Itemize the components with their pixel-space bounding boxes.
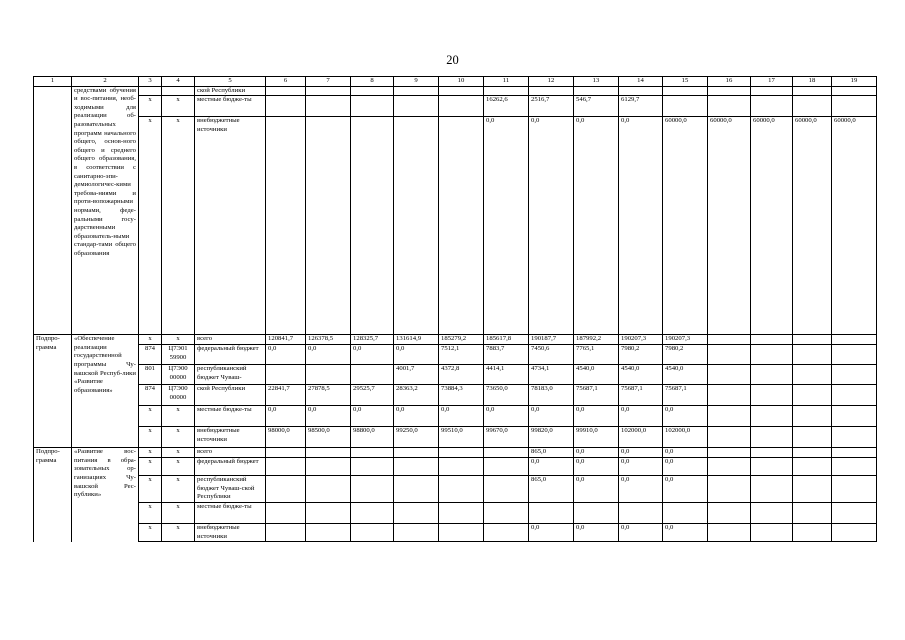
column-number: 7 — [306, 77, 351, 87]
amount-cell — [708, 476, 751, 503]
funding-source-cell: всего — [195, 335, 266, 345]
amount-cell: 0,0 — [394, 345, 439, 365]
funding-source-cell: ской Республики — [195, 385, 266, 406]
grbs-code-cell: х — [139, 96, 162, 117]
amount-cell: 98500,0 — [306, 427, 351, 448]
amount-cell: 0,0 — [574, 458, 619, 476]
amount-cell: 60000,0 — [663, 117, 708, 335]
budget-code-cell: х — [162, 448, 195, 458]
column-number: 4 — [162, 77, 195, 87]
amount-cell: 4734,1 — [529, 365, 574, 385]
amount-cell: 0,0 — [619, 458, 663, 476]
budget-code-cell: х — [162, 427, 195, 448]
amount-cell: 0,0 — [351, 406, 394, 427]
amount-cell — [394, 86, 439, 96]
amount-cell — [708, 406, 751, 427]
program-type-cell — [34, 86, 72, 335]
amount-cell — [832, 86, 877, 96]
grbs-code-cell: 874 — [139, 385, 162, 406]
grbs-code-cell: х — [139, 503, 162, 524]
amount-cell — [266, 96, 306, 117]
amount-cell — [751, 345, 793, 365]
amount-cell — [439, 476, 484, 503]
program-name-cell: «Обеспечение реализации государственной программы Чу-вашской Респуб-лики «Развитие образования» — [72, 335, 139, 448]
column-number: 5 — [195, 77, 266, 87]
column-number: 8 — [351, 77, 394, 87]
amount-cell: 6129,7 — [619, 96, 663, 117]
amount-cell — [529, 503, 574, 524]
amount-cell: 0,0 — [619, 476, 663, 503]
amount-cell: 0,0 — [574, 476, 619, 503]
column-number: 12 — [529, 77, 574, 87]
column-number: 6 — [266, 77, 306, 87]
amount-cell: 0,0 — [663, 448, 708, 458]
funding-source-cell: федеральный бюджет — [195, 458, 266, 476]
grbs-code-cell: х — [139, 458, 162, 476]
amount-cell — [708, 503, 751, 524]
table-row — [34, 427, 877, 448]
amount-cell — [832, 365, 877, 385]
amount-cell — [439, 503, 484, 524]
amount-cell — [394, 524, 439, 542]
budget-code-cell: Ц7Э01 59900 — [162, 345, 195, 365]
amount-cell: 7765,1 — [574, 345, 619, 365]
program-name-cell: «Развитие вос-питания в обра-зовательных ор-ганизациях Чу-вашской Рес-публики» — [72, 448, 139, 542]
amount-cell — [793, 96, 832, 117]
amount-cell: 0,0 — [484, 406, 529, 427]
table-row — [34, 406, 877, 427]
column-number: 15 — [663, 77, 708, 87]
amount-cell — [832, 335, 877, 345]
table-row — [34, 524, 877, 542]
amount-cell: 60000,0 — [708, 117, 751, 335]
amount-cell: 60000,0 — [751, 117, 793, 335]
amount-cell — [793, 86, 832, 96]
funding-source-cell: местные бюдже-ты — [195, 96, 266, 117]
amount-cell: 0,0 — [619, 448, 663, 458]
amount-cell — [394, 503, 439, 524]
amount-cell: 0,0 — [574, 524, 619, 542]
program-name-cell: средствами обучения и вос-питания, необ-ходимыми для реализации об-разовательных программ начального общего, основ-ного общего и среднего общего образования, в соответствии с санитарно-эпи-демиологичес-кими требова-ниями и проти-вопожарными нормами, феде-ральными госу-дарственными образователь-ными стандар-тами общего образования — [72, 86, 139, 335]
amount-cell — [832, 476, 877, 503]
amount-cell — [484, 86, 529, 96]
amount-cell: 185279,2 — [439, 335, 484, 345]
amount-cell: 0,0 — [306, 406, 351, 427]
amount-cell — [439, 96, 484, 117]
amount-cell: 0,0 — [574, 117, 619, 335]
amount-cell: 187992,2 — [574, 335, 619, 345]
amount-cell: 78183,0 — [529, 385, 574, 406]
grbs-code-cell: х — [139, 524, 162, 542]
amount-cell: 2516,7 — [529, 96, 574, 117]
funding-source-cell: федеральный бюджет — [195, 345, 266, 365]
amount-cell — [832, 448, 877, 458]
amount-cell — [484, 448, 529, 458]
amount-cell: 0,0 — [529, 406, 574, 427]
amount-cell: 7512,1 — [439, 345, 484, 365]
grbs-code-cell: 874 — [139, 345, 162, 365]
table-row — [34, 335, 877, 345]
amount-cell — [439, 117, 484, 335]
amount-cell — [306, 117, 351, 335]
table-row — [34, 96, 877, 117]
amount-cell — [394, 448, 439, 458]
amount-cell — [351, 86, 394, 96]
amount-cell: 0,0 — [663, 458, 708, 476]
amount-cell — [663, 86, 708, 96]
amount-cell — [306, 96, 351, 117]
amount-cell — [751, 458, 793, 476]
budget-table — [33, 76, 877, 542]
amount-cell: 73884,3 — [439, 385, 484, 406]
table-row — [34, 503, 877, 524]
amount-cell: 16262,6 — [484, 96, 529, 117]
amount-cell — [484, 458, 529, 476]
amount-cell — [751, 335, 793, 345]
column-number: 13 — [574, 77, 619, 87]
amount-cell: 102000,0 — [619, 427, 663, 448]
table-row — [34, 458, 877, 476]
amount-cell — [708, 345, 751, 365]
amount-cell — [484, 524, 529, 542]
amount-cell — [266, 458, 306, 476]
amount-cell — [751, 448, 793, 458]
amount-cell — [266, 86, 306, 96]
amount-cell — [751, 406, 793, 427]
amount-cell — [832, 345, 877, 365]
amount-cell — [793, 448, 832, 458]
amount-cell — [351, 458, 394, 476]
amount-cell — [306, 476, 351, 503]
amount-cell: 75687,1 — [574, 385, 619, 406]
grbs-code-cell: х — [139, 335, 162, 345]
column-number: 2 — [72, 77, 139, 87]
budget-code-cell — [162, 86, 195, 96]
column-number: 11 — [484, 77, 529, 87]
grbs-code-cell: х — [139, 448, 162, 458]
amount-cell — [708, 385, 751, 406]
amount-cell — [751, 385, 793, 406]
amount-cell — [832, 96, 877, 117]
amount-cell: 0,0 — [663, 406, 708, 427]
amount-cell — [751, 86, 793, 96]
amount-cell — [306, 365, 351, 385]
funding-source-cell: ской Республики — [195, 86, 266, 96]
program-type-cell: Подпро-грамма — [34, 448, 72, 542]
column-number: 17 — [751, 77, 793, 87]
amount-cell: 0,0 — [306, 345, 351, 365]
amount-cell: 4540,0 — [619, 365, 663, 385]
table-row — [34, 345, 877, 365]
amount-cell — [751, 476, 793, 503]
amount-cell — [394, 476, 439, 503]
budget-code-cell: х — [162, 406, 195, 427]
amount-cell — [439, 524, 484, 542]
amount-cell: 60000,0 — [832, 117, 877, 335]
amount-cell — [306, 448, 351, 458]
funding-source-cell: внебюджетные источники — [195, 117, 266, 335]
amount-cell — [351, 96, 394, 117]
amount-cell: 7980,2 — [663, 345, 708, 365]
amount-cell: 190187,7 — [529, 335, 574, 345]
header-row — [34, 77, 877, 87]
amount-cell: 120841,7 — [266, 335, 306, 345]
table-row — [34, 86, 877, 96]
budget-code-cell: Ц7Э00 00000 — [162, 365, 195, 385]
table-row — [34, 365, 877, 385]
amount-cell — [574, 503, 619, 524]
table-row — [34, 448, 877, 458]
amount-cell — [793, 524, 832, 542]
amount-cell: 4540,0 — [574, 365, 619, 385]
column-number: 10 — [439, 77, 484, 87]
amount-cell: 99670,0 — [484, 427, 529, 448]
table-row — [34, 117, 877, 335]
table-row — [34, 385, 877, 406]
amount-cell — [708, 365, 751, 385]
amount-cell: 22841,7 — [266, 385, 306, 406]
amount-cell — [574, 86, 619, 96]
amount-cell — [751, 96, 793, 117]
amount-cell: 7450,6 — [529, 345, 574, 365]
amount-cell: 7883,7 — [484, 345, 529, 365]
funding-source-cell: внебюджетные источники — [195, 427, 266, 448]
amount-cell: 7980,2 — [619, 345, 663, 365]
amount-cell: 0,0 — [619, 406, 663, 427]
amount-cell — [751, 365, 793, 385]
amount-cell: 102000,0 — [663, 427, 708, 448]
amount-cell: 60000,0 — [793, 117, 832, 335]
amount-cell — [708, 86, 751, 96]
funding-source-cell: местные бюдже-ты — [195, 503, 266, 524]
amount-cell — [619, 86, 663, 96]
budget-code-cell: Ц7Э00 00000 — [162, 385, 195, 406]
grbs-code-cell: х — [139, 117, 162, 335]
amount-cell — [619, 503, 663, 524]
amount-cell: 128325,7 — [351, 335, 394, 345]
grbs-code-cell: 801 — [139, 365, 162, 385]
amount-cell: 0,0 — [574, 406, 619, 427]
amount-cell: 0,0 — [574, 448, 619, 458]
funding-source-cell: внебюджетные источники — [195, 524, 266, 542]
budget-code-cell: х — [162, 503, 195, 524]
amount-cell — [306, 524, 351, 542]
table-row — [34, 476, 877, 503]
amount-cell: 75687,1 — [619, 385, 663, 406]
amount-cell — [751, 427, 793, 448]
amount-cell — [708, 427, 751, 448]
grbs-code-cell: х — [139, 476, 162, 503]
amount-cell: 0,0 — [529, 524, 574, 542]
amount-cell — [708, 335, 751, 345]
amount-cell — [266, 503, 306, 524]
amount-cell — [832, 524, 877, 542]
amount-cell — [793, 503, 832, 524]
budget-code-cell: х — [162, 96, 195, 117]
amount-cell — [708, 524, 751, 542]
amount-cell — [832, 385, 877, 406]
column-number: 3 — [139, 77, 162, 87]
amount-cell: 99820,0 — [529, 427, 574, 448]
column-number: 1 — [34, 77, 72, 87]
amount-cell — [529, 86, 574, 96]
amount-cell — [266, 117, 306, 335]
amount-cell — [663, 503, 708, 524]
amount-cell — [394, 117, 439, 335]
column-number: 18 — [793, 77, 832, 87]
column-number: 16 — [708, 77, 751, 87]
amount-cell: 131614,9 — [394, 335, 439, 345]
amount-cell: 0,0 — [619, 117, 663, 335]
amount-cell — [439, 458, 484, 476]
amount-cell — [793, 335, 832, 345]
amount-cell: 0,0 — [351, 345, 394, 365]
funding-source-cell: республиканский бюджет Чуваш-ской Республики — [195, 476, 266, 503]
amount-cell — [351, 448, 394, 458]
amount-cell — [266, 524, 306, 542]
amount-cell: 126378,5 — [306, 335, 351, 345]
amount-cell — [484, 476, 529, 503]
amount-cell — [793, 476, 832, 503]
amount-cell — [832, 503, 877, 524]
column-number: 9 — [394, 77, 439, 87]
amount-cell: 98800,0 — [351, 427, 394, 448]
amount-cell: 4372,8 — [439, 365, 484, 385]
amount-cell: 546,7 — [574, 96, 619, 117]
amount-cell — [394, 458, 439, 476]
amount-cell: 0,0 — [619, 524, 663, 542]
amount-cell: 27878,5 — [306, 385, 351, 406]
budget-code-cell: х — [162, 476, 195, 503]
amount-cell: 0,0 — [663, 524, 708, 542]
amount-cell — [351, 117, 394, 335]
grbs-code-cell: х — [139, 406, 162, 427]
funding-source-cell: республиканский бюджет Чуваш- — [195, 365, 266, 385]
amount-cell: 0,0 — [484, 117, 529, 335]
amount-cell — [832, 458, 877, 476]
amount-cell — [306, 86, 351, 96]
amount-cell: 99250,0 — [394, 427, 439, 448]
amount-cell — [708, 458, 751, 476]
amount-cell: 99510,0 — [439, 427, 484, 448]
funding-source-cell: местные бюдже-ты — [195, 406, 266, 427]
amount-cell: 99910,0 — [574, 427, 619, 448]
budget-code-cell: х — [162, 335, 195, 345]
grbs-code-cell — [139, 86, 162, 96]
program-type-cell: Подпро-грамма — [34, 335, 72, 448]
amount-cell: 28363,2 — [394, 385, 439, 406]
amount-cell: 29525,7 — [351, 385, 394, 406]
amount-cell — [266, 448, 306, 458]
amount-cell — [266, 365, 306, 385]
budget-code-cell: х — [162, 458, 195, 476]
amount-cell — [484, 503, 529, 524]
amount-cell — [439, 448, 484, 458]
amount-cell — [832, 406, 877, 427]
amount-cell: 0,0 — [394, 406, 439, 427]
amount-cell — [751, 524, 793, 542]
amount-cell — [793, 427, 832, 448]
column-number: 19 — [832, 77, 877, 87]
amount-cell — [708, 448, 751, 458]
amount-cell — [793, 385, 832, 406]
amount-cell: 0,0 — [529, 458, 574, 476]
grbs-code-cell: х — [139, 427, 162, 448]
amount-cell: 865,0 — [529, 448, 574, 458]
amount-cell: 4001,7 — [394, 365, 439, 385]
amount-cell: 73650,0 — [484, 385, 529, 406]
amount-cell — [793, 365, 832, 385]
amount-cell: 98000,0 — [266, 427, 306, 448]
amount-cell — [663, 96, 708, 117]
funding-source-cell: всего — [195, 448, 266, 458]
amount-cell — [793, 345, 832, 365]
budget-code-cell: х — [162, 117, 195, 335]
amount-cell: 4414,1 — [484, 365, 529, 385]
amount-cell — [306, 458, 351, 476]
page-number: 20 — [446, 53, 459, 67]
amount-cell — [793, 458, 832, 476]
amount-cell — [351, 524, 394, 542]
amount-cell: 0,0 — [266, 406, 306, 427]
amount-cell: 0,0 — [663, 476, 708, 503]
amount-cell — [793, 406, 832, 427]
amount-cell — [351, 476, 394, 503]
amount-cell: 0,0 — [266, 345, 306, 365]
amount-cell — [266, 476, 306, 503]
amount-cell: 4540,0 — [663, 365, 708, 385]
amount-cell — [394, 96, 439, 117]
amount-cell — [439, 86, 484, 96]
amount-cell: 185617,8 — [484, 335, 529, 345]
amount-cell: 865,0 — [529, 476, 574, 503]
amount-cell: 0,0 — [439, 406, 484, 427]
amount-cell — [708, 96, 751, 117]
amount-cell — [351, 503, 394, 524]
amount-cell: 190207,3 — [663, 335, 708, 345]
amount-cell — [306, 503, 351, 524]
amount-cell: 75687,1 — [663, 385, 708, 406]
column-number: 14 — [619, 77, 663, 87]
amount-cell — [351, 365, 394, 385]
budget-code-cell: х — [162, 524, 195, 542]
amount-cell — [832, 427, 877, 448]
amount-cell: 0,0 — [529, 117, 574, 335]
amount-cell: 190207,3 — [619, 335, 663, 345]
amount-cell — [751, 503, 793, 524]
